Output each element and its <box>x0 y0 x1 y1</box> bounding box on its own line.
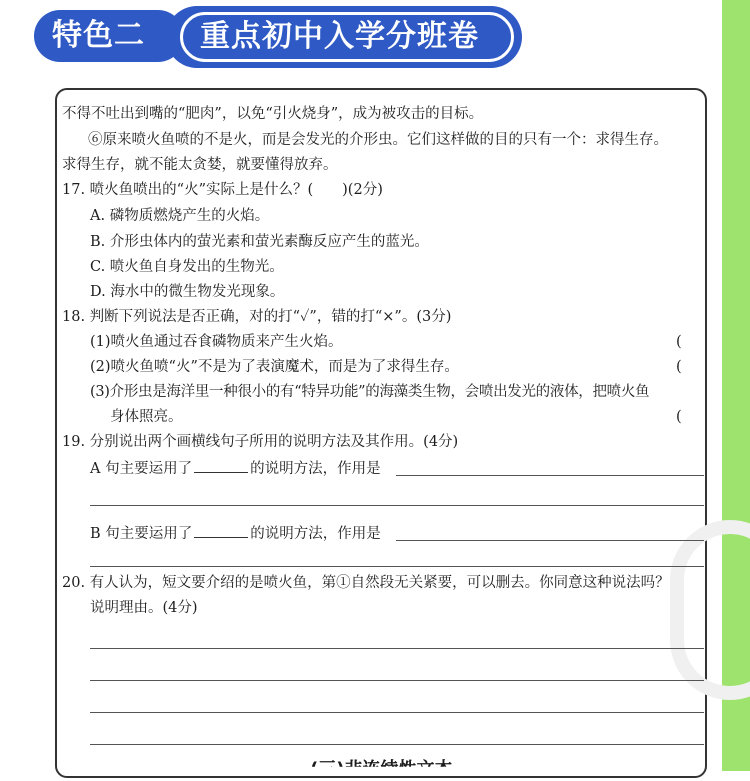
answer-a-line <box>90 458 381 479</box>
answer-b-suffix: 的说明方法，作用是 <box>250 526 381 542</box>
question-17-stem: 17. 喷火鱼喷出的“火”实际上是什么？( )(2分) <box>62 182 383 198</box>
answer-paren[interactable]: ( <box>676 334 682 350</box>
answer-b-prefix: B 句主要运用了 <box>90 526 193 542</box>
statement-2: (2)喷火鱼喷“火”不是为了表演魔术，而是为了求得生存。 <box>90 359 459 375</box>
passage-line: ⑥原来喷火鱼喷的不是火，而是会发光的介形虫。它们这样做的目的只有一个：求得生存。 <box>88 132 668 148</box>
page-header <box>0 0 750 90</box>
answer-paren[interactable]: ( <box>676 409 682 425</box>
question-18-stem: 18. 判断下列说法是否正确，对的打“✓”，错的打“×”。(3分) <box>62 309 452 325</box>
answer-blank-line[interactable] <box>90 566 704 567</box>
question-19-stem: 19. 分别说出两个画横线句子所用的说明方法及其作用。(4分) <box>62 434 459 450</box>
answer-blank-line[interactable] <box>90 712 704 713</box>
answer-a-suffix: 的说明方法，作用是 <box>250 461 381 477</box>
passage-line: 不得不吐出到嘴的“肥肉”，以免“引火烧身”，成为被攻击的目标。 <box>62 106 484 122</box>
statement-3: (3)介形虫是海洋里一种很小的有“特异功能”的海藻类生物，会喷出发光的液体，把喷火鱼 <box>90 384 650 400</box>
statement-1: (1)喷火鱼通过吞食磷物质来产生火焰。 <box>90 334 343 350</box>
page-title: 重点初中入学分班卷 <box>200 19 479 54</box>
option-c: C. 喷火鱼自身发出的生物光。 <box>90 259 284 275</box>
answer-paren[interactable]: ( <box>676 359 682 375</box>
answer-blank-line[interactable] <box>396 475 704 476</box>
blank-b-method[interactable] <box>194 523 248 538</box>
watermark-decoration <box>670 520 750 700</box>
question-20-stem-cont: 说明理由。(4分) <box>90 600 198 616</box>
option-b: B. 介形虫体内的萤光素和萤光素酶反应产生的蓝光。 <box>90 234 429 250</box>
passage-line: 求得生存，就不能太贪婪，就要懂得放弃。 <box>62 157 338 173</box>
feature-tag-label: 特色二 <box>52 18 145 53</box>
statement-3-cont: 身体照亮。 <box>110 409 183 425</box>
answer-blank-line[interactable] <box>90 505 704 506</box>
option-a: A. 磷物质燃烧产生的火焰。 <box>90 208 270 224</box>
answer-blank-line[interactable] <box>90 744 704 745</box>
blank-a-method[interactable] <box>194 458 248 473</box>
answer-a-prefix: A 句主要运用了 <box>90 461 193 477</box>
answer-blank-line[interactable] <box>90 680 704 681</box>
answer-blank-line[interactable] <box>396 540 704 541</box>
question-20-stem: 20. 有人认为，短文要介绍的是喷火鱼，第①自然段无关紧要，可以删去。你同意这种说法吗？ <box>62 575 670 591</box>
option-d: D. 海水中的微生物发光现象。 <box>90 284 285 300</box>
answer-blank-line[interactable] <box>90 648 704 649</box>
answer-b-line <box>90 523 381 544</box>
